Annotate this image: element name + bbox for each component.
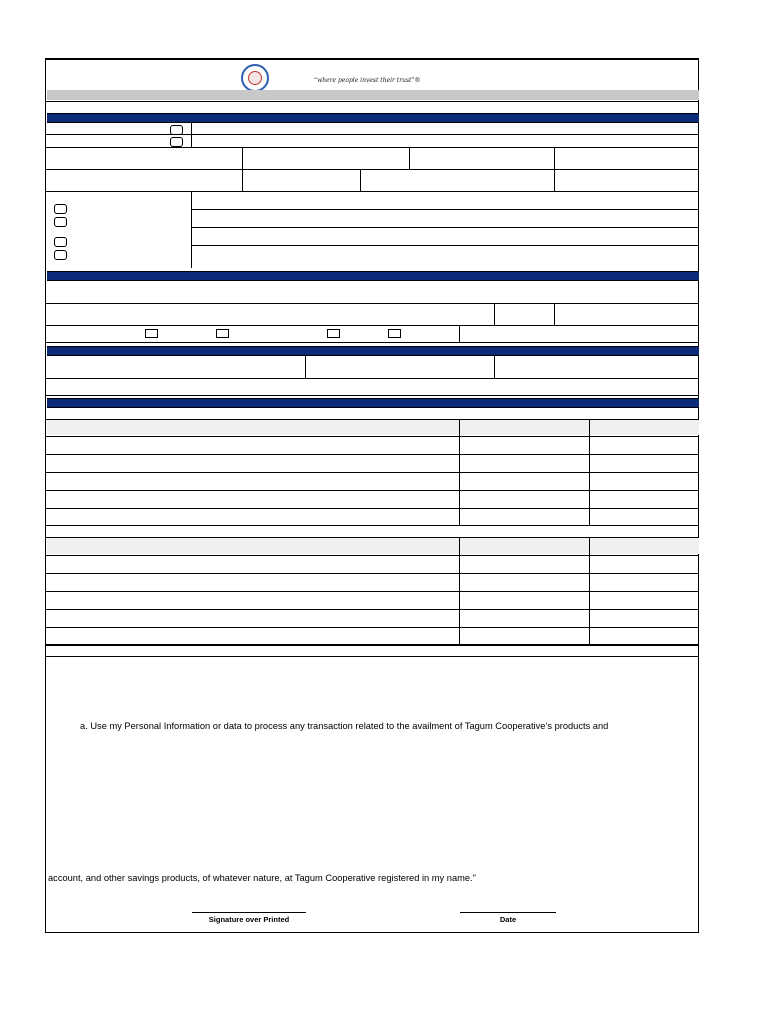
cooperative-logo — [241, 64, 269, 92]
header-gray-band — [47, 90, 699, 100]
logo-emblem-icon — [248, 71, 262, 85]
date-label: Date — [499, 915, 517, 924]
option-checkbox-3[interactable] — [54, 204, 67, 214]
option-checkbox-5[interactable] — [54, 237, 67, 247]
date-line[interactable] — [460, 912, 556, 913]
tagline: “where people invest their trust”® — [314, 77, 421, 84]
section-header-1 — [47, 113, 699, 123]
table1-row — [46, 490, 699, 491]
square-checkbox-2[interactable] — [216, 329, 229, 338]
section-header-2 — [47, 271, 699, 281]
table2-row — [46, 573, 699, 574]
table2-row — [46, 627, 699, 628]
option-checkbox-4[interactable] — [54, 217, 67, 227]
consent-item-a: a. Use my Personal Information or data to process any transaction related to the availment of Tagum Cooperative’s products and — [80, 721, 609, 731]
option-checkbox-2[interactable] — [170, 137, 183, 147]
section-header-3 — [47, 346, 699, 356]
square-checkbox-3[interactable] — [327, 329, 340, 338]
application-form — [45, 58, 699, 933]
signature-label: Signature over Printed — [208, 915, 290, 924]
table1-row — [46, 436, 699, 437]
square-checkbox-1[interactable] — [145, 329, 158, 338]
signature-line[interactable] — [192, 912, 306, 913]
square-checkbox-4[interactable] — [388, 329, 401, 338]
table1-row — [46, 454, 699, 455]
table2-row — [46, 609, 699, 610]
table2-row — [46, 591, 699, 592]
table1-row — [46, 508, 699, 509]
table2-header — [47, 537, 699, 554]
option-checkbox-6[interactable] — [54, 250, 67, 260]
table1-header — [47, 419, 699, 435]
section-header-4 — [47, 398, 699, 408]
table1-row — [46, 472, 699, 473]
table2-row — [46, 555, 699, 556]
consent-closing: account, and other savings products, of whatever nature, at Tagum Cooperative registered in my name." — [48, 873, 476, 883]
